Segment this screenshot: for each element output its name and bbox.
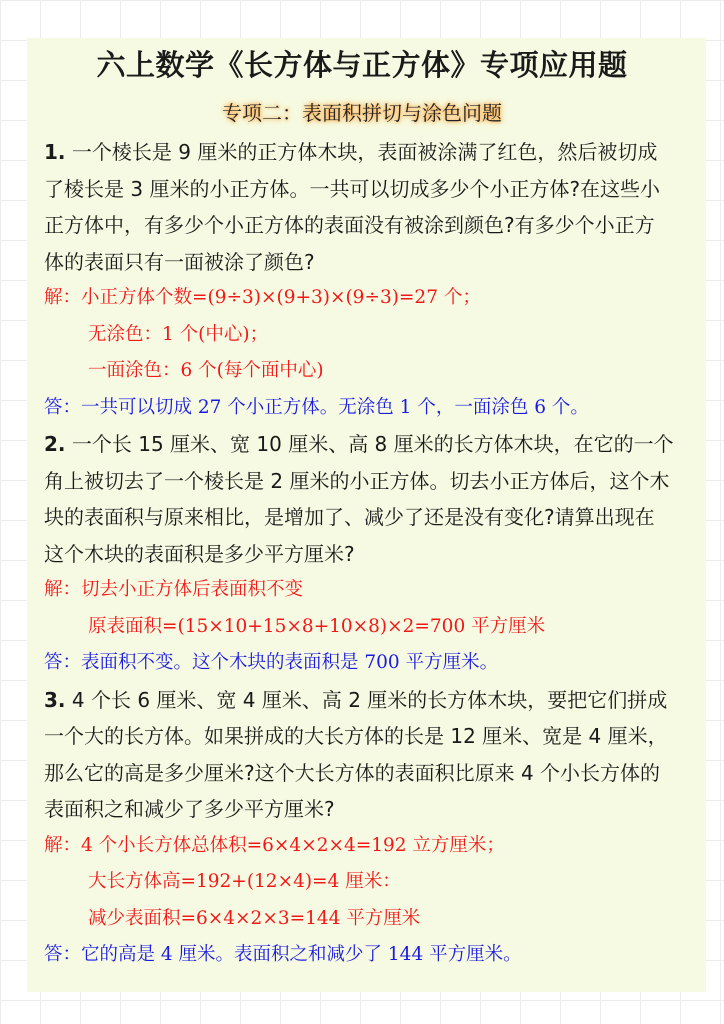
solution-line: 解：4 个小长方体总体积=6×4×2×4=192 立方厘米；	[44, 834, 505, 856]
question-line	[44, 134, 694, 171]
question-text: 了棱长是 3 厘米的小正方体。一共可以切成多少个小正方体?在这些小	[44, 176, 661, 201]
solution-line: 大长方体高=192+(12×4)=4 厘米：	[88, 871, 401, 892]
answer-line: 答：表面积不变。这个木块的表面积是 700 平方厘米。	[44, 652, 499, 673]
question-text: 一个棱长是 9 厘米的正方体木块，表面被涂满了红色，然后被切成	[71, 140, 658, 164]
question-line	[44, 171, 694, 208]
question-text: 一个大的长方体。如果拼成的大长方体的长是 12 厘米、宽是 4 厘米，	[44, 724, 668, 748]
question-line	[44, 426, 694, 463]
question-line	[44, 682, 694, 719]
question-text: 那么它的高是多少厘米?这个大长方体的表面积比原来 4 个小长方体的	[44, 760, 661, 785]
page-title: 六上数学《长方体与正方体》专项应用题	[96, 48, 628, 82]
solution-line: 减少表面积=6×4×2×3=144 平方厘米	[88, 907, 421, 929]
solution-line: 原表面积=(15×10+15×8+10×8)×2=700 平方厘米	[88, 615, 546, 637]
answer-line: 答：它的高是 4 厘米。表面积之和减少了 144 平方厘米。	[44, 944, 522, 965]
question-text: 角上被切去了一个棱长是 2 厘米的小正方体。切去小正方体后，这个木	[44, 468, 670, 493]
solution-line: 一面涂色：6 个(每个面中心)	[88, 360, 324, 381]
solution-line: 无涂色：1 个(中心)；	[88, 323, 269, 345]
question-line	[44, 791, 694, 828]
question-line	[44, 244, 694, 281]
section-subtitle	[0, 97, 724, 126]
question-line	[44, 499, 694, 536]
question-line	[44, 755, 694, 792]
question-text: 4 个长 6 厘米、宽 4 厘米、高 2 厘米的长方体木块，要把它们拼成	[71, 687, 668, 712]
question-text: 一个长 15 厘米、宽 10 厘米、高 8 厘米的长方体木块，在它的一个	[71, 432, 674, 456]
question-line	[44, 207, 694, 244]
solution-line: 解：切去小正方体后表面积不变	[44, 579, 304, 600]
problem-number: 2.	[44, 432, 66, 456]
question-text: 体的表面只有一面被涂了颜色?	[44, 249, 315, 274]
subtitle-text: 专项二：表面积拼切与涂色问题	[222, 101, 502, 125]
question-text: 块的表面积与原来相比，是增加了、减少了还是没有变化?请算出现在	[44, 505, 655, 529]
question-line	[44, 536, 694, 573]
question-text: 表面积之和减少了多少平方厘米?	[44, 797, 335, 821]
question-text: 这个木块的表面积是多少平方厘米?	[44, 541, 355, 566]
problem-number: 1.	[44, 140, 66, 164]
answer-line: 答：一共可以切成 27 个小正方体。无涂色 1 个，一面涂色 6 个。	[44, 396, 589, 418]
solution-line: 解：小正方体个数=(9÷3)×(9+3)×(9÷3)=27 个；	[44, 287, 481, 308]
question-line	[44, 463, 694, 500]
problem-number: 3.	[44, 687, 66, 712]
question-text: 正方体中，有多少个小正方体的表面没有被涂到颜色?有多少个小正方	[44, 213, 655, 237]
problem-list	[44, 134, 694, 974]
question-line	[44, 718, 694, 755]
